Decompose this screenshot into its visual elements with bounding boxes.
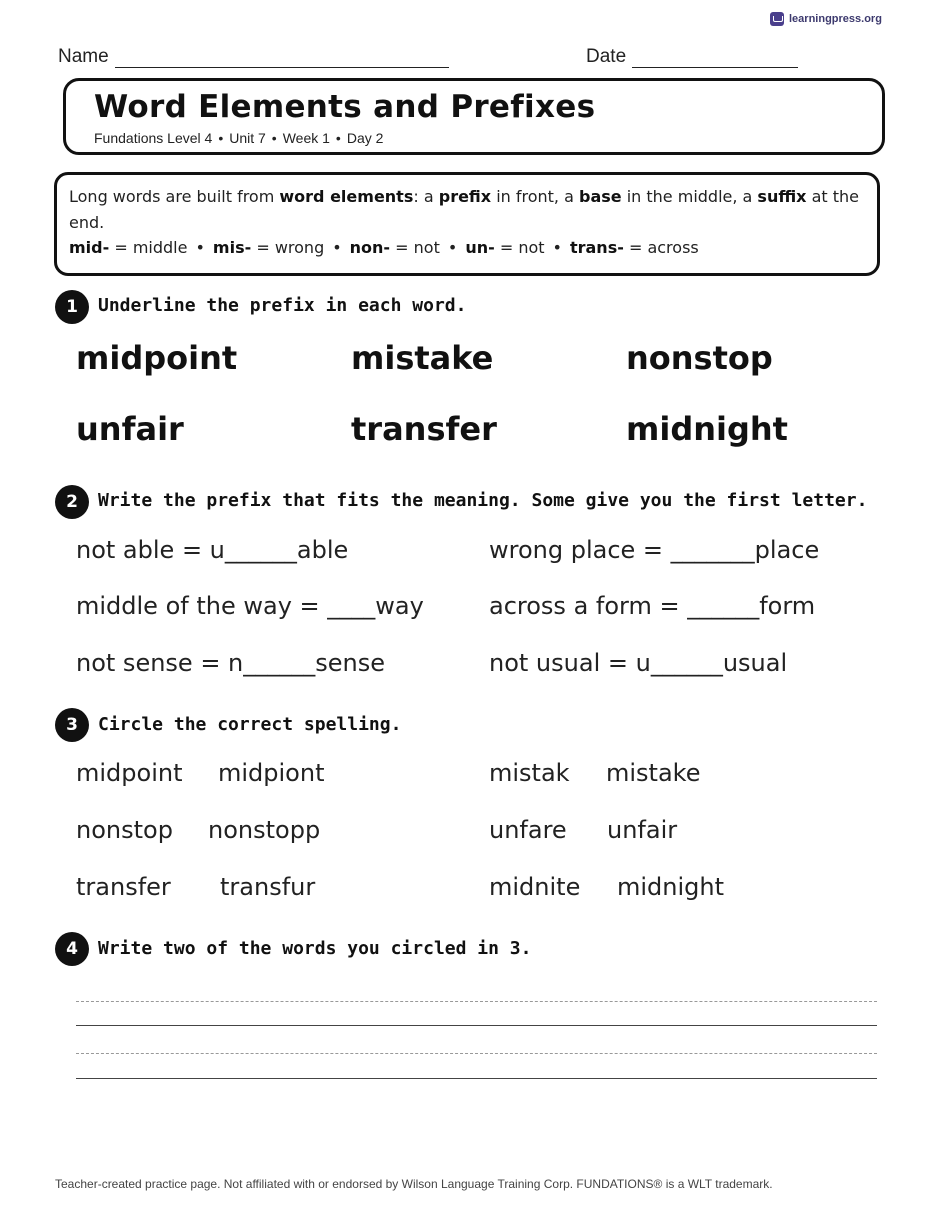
subtitle-unit: Unit 7 [229,130,266,146]
section-heading-3: Circle the correct spelling. [98,714,402,735]
prefix-meaning: = not [499,238,545,257]
prefix-trans: trans- [569,238,624,257]
spelling-option[interactable]: midnite [489,873,581,901]
spelling-option[interactable]: nonstopp [208,816,321,844]
writing-line[interactable] [76,1078,877,1079]
info-text [69,184,865,236]
fill-in-item[interactable]: wrong place = _______place [489,536,820,564]
word-midnight[interactable]: midnight [626,410,788,448]
fill-in-item[interactable]: not sense = n______sense [76,649,386,677]
prefix-separator: • [195,238,205,257]
subtitle-separator: • [271,130,277,146]
prefix-meaning: = middle [114,238,188,257]
prefix-meaning: = across [628,238,699,257]
prefix-un: un- [465,238,495,257]
subtitle-day: Day 2 [346,130,384,146]
info-term-prefix: prefix [438,187,492,206]
word-mistake[interactable]: mistake [351,339,494,377]
name-label: Name [58,46,109,67]
word-midpoint[interactable]: midpoint [76,339,238,377]
subtitle-level: Fundations Level 4 [94,130,213,146]
prefix-mis: mis- [212,238,252,257]
section-number-3: 3 [55,708,89,742]
info-term-suffix: suffix [757,187,807,206]
fill-in-item[interactable]: not usual = u______usual [489,649,788,677]
spelling-option[interactable]: midpoint [76,759,183,787]
subtitle-separator: • [335,130,341,146]
prefix-separator: • [332,238,342,257]
spelling-option[interactable]: midnight [617,873,725,901]
prefix-meaning: = wrong [256,238,325,257]
spelling-option[interactable]: transfer [76,873,171,901]
prefix-meaning: = not [395,238,440,257]
subtitle-week: Week 1 [282,130,330,146]
prefix-non: non- [349,238,391,257]
spelling-option[interactable]: unfare [489,816,567,844]
info-box [54,172,880,276]
spelling-option[interactable]: nonstop [76,816,173,844]
fill-in-item[interactable]: middle of the way = ____way [76,592,424,620]
spelling-option[interactable]: unfair [607,816,678,844]
info-text-part: in front, a [491,187,579,206]
fill-in-item[interactable]: not able = u______able [76,536,349,564]
prefix-separator: • [447,238,458,257]
section-number-4: 4 [55,932,89,966]
prefix-list [69,238,865,257]
spelling-option[interactable]: mistake [606,759,701,787]
prefix-mid: mid- [69,238,110,257]
section-number-1: 1 [55,290,89,324]
section-heading-4: Write two of the words you circled in 3. [98,938,532,959]
book-icon [770,12,784,26]
spelling-option[interactable]: midpiont [218,759,325,787]
info-text-part: : a [413,187,439,206]
section-number-2: 2 [55,485,89,519]
spelling-option[interactable]: transfur [220,873,316,901]
word-nonstop[interactable]: nonstop [626,339,773,377]
info-term-base: base [579,187,622,206]
info-text-part: Long words are built from [69,187,280,206]
date-field[interactable] [586,46,798,68]
title-box [63,78,885,155]
word-transfer[interactable]: transfer [351,410,497,448]
prefix-separator: • [552,238,562,257]
section-heading-1: Underline the prefix in each word. [98,295,467,316]
page-title: Word Elements and Prefixes [94,89,596,125]
name-line[interactable] [115,49,449,68]
brand-label: learningpress.org [789,13,882,25]
word-unfair[interactable]: unfair [76,410,184,448]
writing-guide-line [76,1053,877,1054]
writing-guide-line [76,1001,877,1002]
info-text-part: at the end. [69,187,860,232]
subtitle-separator: • [218,130,224,146]
info-text-part: in the middle, a [621,187,758,206]
writing-line[interactable] [76,1025,877,1026]
section-heading-2: Write the prefix that fits the meaning. Some give you the first letter. [98,490,868,511]
footer-disclaimer: Teacher-created practice page. Not affiliated with or endorsed by Wilson Language Training Corp. FUNDATIONS® is a WLT trademark. [55,1177,773,1191]
brand-logo [770,12,882,26]
fill-in-item[interactable]: across a form = ______form [489,592,816,620]
page-subtitle [94,130,383,146]
spelling-option[interactable]: mistak [489,759,570,787]
date-label: Date [586,46,627,67]
info-term-word-elements: word elements [279,187,414,206]
name-field[interactable] [58,46,449,68]
date-line[interactable] [632,49,798,68]
